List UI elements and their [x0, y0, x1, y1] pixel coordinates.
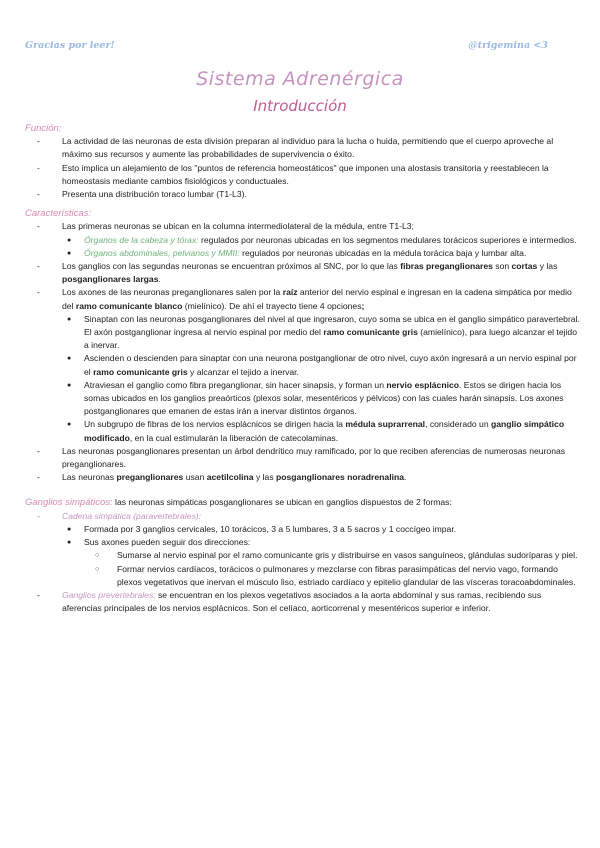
- item-text: Atraviesan el ganglio como fibra preganglionar, sin hacer sinapsis, y forman un: [84, 379, 387, 390]
- item-text: son: [492, 261, 512, 272]
- list-item: [62, 418, 580, 444]
- list-item: [62, 247, 580, 260]
- item-text: Los axones de las neuronas preganglionares salen por la: [62, 287, 283, 298]
- item-text: regulados por neuronas ubicadas en los segmentos medulares torácicos superiores e intermedios.: [198, 234, 577, 245]
- item-text: .: [158, 274, 161, 285]
- item-text: .: [404, 472, 407, 483]
- header-right-handle: @trigemina <3: [468, 40, 548, 51]
- sub-sublist: [84, 549, 580, 589]
- list-item: - La actividad de las neuronas de esta división preparan al individuo para la lucha o huida, permitiendo que el cuerpo aproveche al máximo sus recursos y aumente las probabilidades de supervivencia o éxito.: [25, 135, 580, 161]
- page-title: Sistema Adrenérgica: [196, 68, 404, 90]
- section-heading-funcion: Función:: [25, 123, 62, 134]
- bold-term: ;: [361, 300, 365, 311]
- list-item: [62, 234, 580, 247]
- item-text: Las neuronas: [62, 472, 117, 483]
- sublist: [62, 313, 580, 445]
- list-item: [25, 260, 580, 286]
- bold-term: posganglionares noradrenalina: [276, 472, 404, 483]
- item-text: (amielínico), para luego alcanzar el tejido a inervar.: [84, 327, 577, 351]
- item-text: (mielínico). De ahí el trayecto tiene 4 opciones: [182, 300, 362, 311]
- list-item: ○ Formar nervios cardíacos, torácicos o pulmonares y mezclarse con fibras parasimpáticas del nervio vago, formando plexos vegetativos que inervan el músculo liso, estriado cardíaco y epitelio glandular de las vísceras toracoabdominales.: [84, 563, 580, 589]
- bold-term: posganglionares largas: [62, 274, 159, 285]
- item-text: . Estos se dirigen hacia los somas ubicados en los ganglios preaórticos (plexos solar, mesentéricos y pélvicos) con las cuales harán sinapsis. Los axones postganglionares que emanen de estas irán a inervar distintos órganos.: [84, 379, 564, 417]
- bold-term: acetilcolina: [206, 472, 254, 483]
- list-item: - Las neuronas posganglionares presentan un árbol dendrítico muy ramificado, por lo que reciben aferencias de numerosas neuronas preganglionares.: [25, 445, 580, 471]
- item-text: , en la cual estimularán la liberación de catecolaminas.: [129, 432, 339, 443]
- sublist: [62, 234, 580, 260]
- bold-term: cortas: [511, 261, 538, 272]
- funcion-list: [25, 135, 580, 201]
- list-item: [62, 352, 580, 378]
- item-text: y las: [253, 472, 277, 483]
- bold-term: médula suprarrenal: [345, 419, 426, 430]
- sublist: [62, 523, 580, 589]
- bold-term: ramo comunicante blanco: [75, 300, 183, 311]
- page-subtitle: Introducción: [253, 97, 347, 115]
- item-text: , considerado un: [425, 419, 492, 430]
- list-item: ○ Sumarse al nervio espinal por el ramo comunicante gris y distribuirse en vasos sanguíneos, glándulas sudoríparas y piel.: [84, 549, 580, 562]
- bold-term: fibras preganglionares: [400, 261, 493, 272]
- list-item: [25, 471, 580, 484]
- ganglios-list: [25, 510, 580, 616]
- list-item: - Presenta una distribución toraco lumbar (T1-L3).: [25, 188, 580, 201]
- bold-term: nervio esplácnico: [386, 379, 459, 390]
- prevertebrales-label: Ganglios prevertebrales:: [62, 589, 156, 600]
- organ-label: Órganos de la cabeza y tórax:: [84, 234, 199, 245]
- item-text: Sus axones pueden seguir dos direcciones:: [84, 537, 251, 548]
- section-heading-caracteristicas: Características:: [25, 208, 91, 220]
- list-item: - Esto implica un alejamiento de los "puntos de referencia homeostáticos" que imponen una alostasis transitoria y reestablecen la homeostasis mediante cambios fisiológicos y conductuales.: [25, 162, 580, 188]
- list-item: [25, 589, 580, 615]
- bold-term: ramo comunicante gris: [323, 327, 418, 338]
- heading-intro: las neuronas simpáticas posganglionares se ubican en ganglios dispuestos de 2 formas:: [112, 497, 452, 508]
- list-item: [62, 313, 580, 353]
- item-text: usan: [183, 472, 207, 483]
- item-text: Un subgrupo de fibras de los nervios esplácnicos se dirigen hacia la: [84, 419, 346, 430]
- list-item: [25, 220, 580, 260]
- caracteristicas-list: [25, 220, 580, 484]
- header-left-note: Gracias por leer!: [25, 40, 115, 51]
- bold-term: preganglionares: [116, 472, 184, 483]
- cadena-label: Cadena simpática (paravertebrales):: [62, 510, 201, 521]
- list-item: [62, 379, 580, 419]
- section-heading-ganglios: [25, 496, 580, 509]
- content: [25, 122, 580, 615]
- bold-term: raíz: [282, 287, 298, 298]
- item-text: y las: [537, 261, 558, 272]
- bold-term: ganglio simpático modificado: [84, 419, 565, 443]
- item-text: Sinaptan con las neuronas posganglionares del nivel al que ingresaron, cuyo soma se ubica en el ganglio simpático paravertebral. El axón postganglionar ingresa al nervio espinal por medio del: [84, 313, 580, 338]
- item-text: Los ganglios con las segundas neuronas se encuentran próximos al SNC, por lo que las: [62, 261, 401, 272]
- heading-label: Ganglios simpáticos:: [25, 497, 113, 509]
- list-item: [62, 536, 580, 589]
- item-text: Las primeras neuronas se ubican en la columna intermediolateral de la médula, entre T1-L3;: [62, 221, 414, 232]
- list-item: [25, 286, 580, 444]
- bold-term: ramo comunicante gris: [93, 366, 188, 377]
- list-item: ● Formada por 3 ganglios cervicales, 10 torácicos, 3 a 5 lumbares, 3 a 5 sacros y 1 coccígeo impar.: [62, 523, 580, 536]
- item-text: regulados por neuronas ubicadas en la médula torácica baja y lumbar alta.: [239, 247, 527, 258]
- item-text: se encuentran en los plexos vegetativos asociados a la aorta abdominal y sus ramas, recibiendo sus aferencias principales de los nervios esplácnicos. Son el celíaco, aorticorrenal y mesentéricos superior e inferior.: [62, 589, 542, 614]
- item-text: Ascienden o descienden para sinaptar con una neurona postganglionar de otro nivel, cuyo axón ingresará a un nervio espinal por el: [84, 353, 577, 377]
- organ-label: Órganos abdominales, pelvianos y MMII:: [84, 247, 240, 258]
- item-text: anterior del nervio espinal e ingresan en la cadena simpática por medio del: [62, 287, 572, 311]
- item-text: y alcanzar el tejido a inervar.: [187, 366, 299, 377]
- list-item: [25, 510, 580, 589]
